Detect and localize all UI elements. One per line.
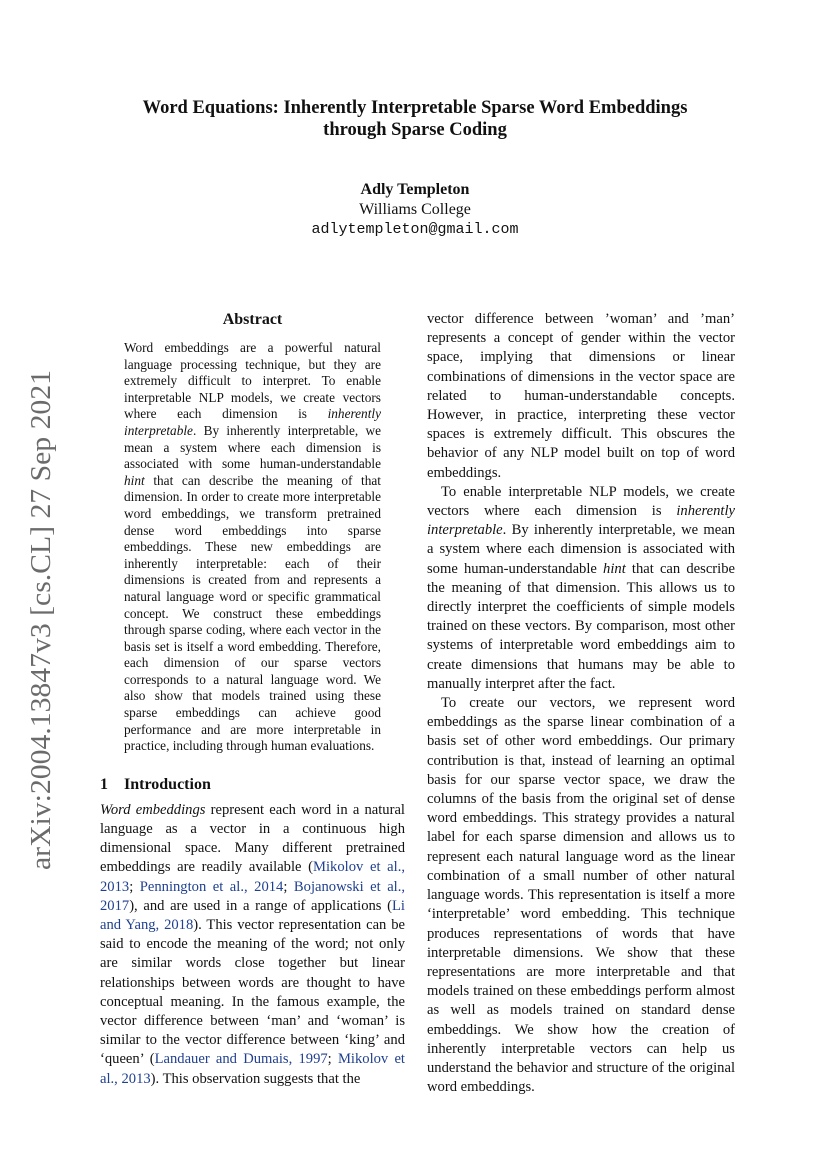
intro-text-b: ), and are used in a range of applications ( <box>129 897 393 914</box>
citation-separator: ; <box>327 1051 338 1068</box>
intro-paragraph-2 <box>427 483 735 694</box>
intro-paragraph-1-continued: vector difference between ’woman’ and ’man’ represents a concept of gender within the vector space, implying that dimensions or linear combinations of dimensions in the vector space are related to human-understandable concepts. However, in practice, interpreting these vector spaces is extremely difficult. This obscures the behavior of any NLP model built on top of word embeddings. <box>427 311 735 481</box>
intro-p2-text-c: that can describe the meaning of that dimension. This allows us to directly interpret the coefficients of simple models trained on these vectors. By comparison, most other systems of interpretable word embeddings aim to create dimensions that humans may be able to manually interpret after the fact. <box>427 560 735 692</box>
intro-text-c: ). This vector representation can be said to encode the meaning of the word; not only are similar words close together but linear relationships between words are thought to have conceptual meaning. In the famous example, the vector difference between ‘man’ and ‘woman’ is similar to the vector difference between ‘king’ and ‘queen’ ( <box>100 917 406 1068</box>
intro-p2-text-a: To enable interpretable NLP models, we create vectors where each dimension is <box>427 483 735 520</box>
author-name: Adly Templeton <box>360 181 470 198</box>
arxiv-stamp <box>18 370 62 870</box>
abstract-part-2: . By inherently interpretable, we mean a system where each dimension is associated with some human-understandable <box>124 422 381 472</box>
citation-link[interactable]: Mikolov et al., 2013 <box>100 859 405 895</box>
intro-text-d: ). This observation suggests that the <box>150 1070 361 1087</box>
intro-paragraph-1 <box>100 801 405 1089</box>
author-affiliation: Williams College <box>359 201 471 218</box>
section-number: 1 <box>100 775 108 793</box>
abstract-emphasis-2: hint <box>124 472 145 488</box>
citation-separator: ; <box>283 878 294 895</box>
citation-link[interactable]: Bojanowski et al., 2017 <box>100 878 406 914</box>
author-block <box>100 180 730 240</box>
abstract-emphasis-1: inherently interpretable <box>124 406 381 438</box>
section-title: Introduction <box>124 775 211 793</box>
citation-separator: ; <box>129 878 140 895</box>
intro-emphasis: Word embeddings <box>100 801 206 818</box>
intro-p2-emphasis-2: hint <box>603 560 626 577</box>
paper-title <box>100 97 730 141</box>
section-heading-introduction <box>100 775 405 795</box>
citation-link[interactable]: Pennington et al., 2014 <box>139 878 284 895</box>
abstract-part-3: that can describe the meaning of that dimension. In order to create more interpretable word embeddings, we transform pretrained dense word embeddings into sparse embeddings. These new embeddings are inherently interpretable: each of their dimensions is created from and represents a natural language word or specific grammatical concept. We construct these embeddings through sparse coding, where each vector in the basis set is itself a word embedding. Therefore, each dimension of our sparse vectors corresponds to a natural language word. We also show that models trained using these sparse embeddings can achieve good performance and are more interpretable in practice, including through human evaluations. <box>124 472 381 754</box>
author-email: adlytempleton@gmail.com <box>311 221 519 238</box>
abstract-heading: Abstract <box>222 311 283 328</box>
right-column <box>427 310 735 1097</box>
intro-p2-emphasis-1: inherently interpretable <box>427 503 735 539</box>
title-line-2: through Sparse Coding <box>323 120 507 140</box>
intro-p2-text-b: . By inherently interpretable, we mean a system where each dimension is associated with some human-understandable <box>427 522 735 577</box>
citation-link[interactable]: Mikolov et al., 2013 <box>100 1051 405 1087</box>
intro-text-a: represent each word in a natural language as a vector in a continuous high dimensional space. Many different pretrained embeddings are readily available ( <box>100 801 405 876</box>
left-column <box>100 310 405 1089</box>
abstract-text <box>124 340 381 755</box>
title-line-1: Word Equations: Inherently Interpretable Sparse Word Embeddings <box>142 98 688 118</box>
intro-paragraph-3: To create our vectors, we represent word embeddings as the sparse linear combination of a basis set of other word embeddings. Our primary contribution is that, instead of learning an optimal basis for our sparse vector space, we draw the columns of the basis from the original set of dense word embeddings. This strategy provides a natural label for each sparse dimension and allows us to represent each natural language word as the linear combination of a small number of other natural language words. This representation is itself a more ‘interpretable’ word embedding. This technique produces representations of words that have interpretable dimensions. We show that these representations are more interpretable and that models trained on these embeddings perform almost as well as models trained on standard dense embeddings. We show how the creation of inherently interpretable vectors can help us understand the behavior and structure of the original word embeddings. <box>427 695 735 1096</box>
abstract-part-1: Word embeddings are a powerful natural language processing technique, but they are extremely difficult to interpret. To enable interpretable NLP models, we create vectors where each dimension is <box>124 340 381 422</box>
citation-link[interactable]: Li and Yang, 2018 <box>100 897 405 934</box>
citation-link[interactable]: Landauer and Dumais, 1997 <box>154 1051 328 1068</box>
arxiv-stamp-text: arXiv:2004.13847v3 [cs.CL] 27 Sep 2021 <box>26 398 57 870</box>
